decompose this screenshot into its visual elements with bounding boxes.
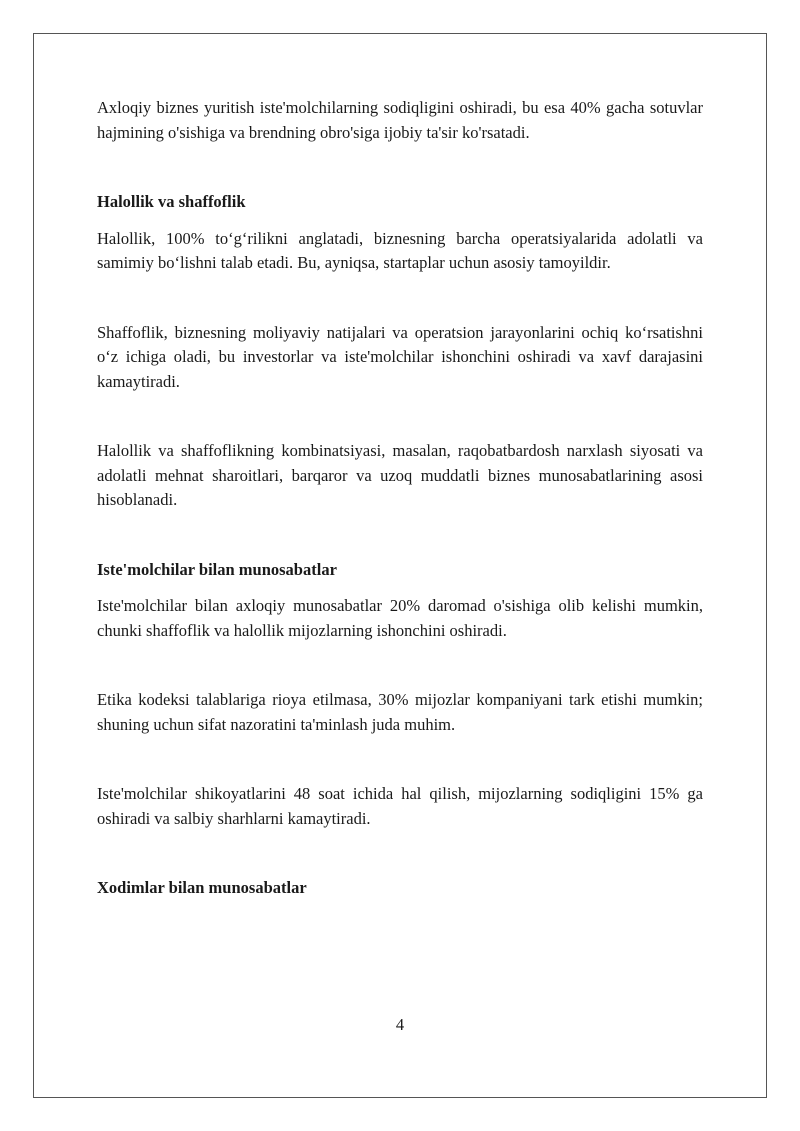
paragraph-combination: Halollik va shaffoflikning kombinatsiyasi, masalan, raqobatbardosh narxlash siyosati va adolatli mehnat sharoitlari, barqaror va uzoq muddatli biznes munosabatlarining asosi hisoblanadi. bbox=[97, 441, 703, 509]
paragraph-consumer-income: Iste'molchilar bilan axloqiy munosabatlar 20% daromad o'sishiga olib kelishi mumkin, chunki shaffoflik va halollik mijozlarning ishonchini oshiradi. bbox=[97, 596, 703, 640]
paragraph-complaints: Iste'molchilar shikoyatlarini 48 soat ichida hal qilish, mijozlarning sodiqligini 15% ga oshiradi va salbiy sharhlarni kamaytiradi. bbox=[97, 784, 703, 828]
intro-paragraph: Axloqiy biznes yuritish iste'molchilarning sodiqligini oshiradi, bu esa 40% gacha sotuvlar hajmining o'sishiga va brendning obro'siga ijobiy ta'sir ko'rsatadi. bbox=[97, 98, 703, 142]
heading-honesty-transparency: Halollik va shaffoflik bbox=[97, 192, 246, 211]
heading-consumer-relations: Iste'molchilar bilan munosabatlar bbox=[97, 559, 337, 579]
paragraph-ethics-code: Etika kodeksi talablariga rioya etilmasa, 30% mijozlar kompaniyani tark etishi mumkin; shuning uchun sifat nazoratini ta'minlash juda muhim. bbox=[97, 690, 703, 734]
paragraph-transparency: Shaffoflik, biznesning moliyaviy natijalari va operatsion jarayonlarini ochiq ko‘rsatishni o‘z ichiga oladi, bu investorlar va iste'molchilar ishonchini oshiradi va xavf darajasini kamaytiradi. bbox=[97, 322, 703, 391]
heading-employee-relations: Xodimlar bilan munosabatlar bbox=[97, 878, 307, 897]
page-number: 4 bbox=[395, 1015, 405, 1034]
paragraph-honesty: Halollik, 100% to‘g‘rilikni anglatadi, biznesning barcha operatsiyalarida adolatli va samimiy bo‘lishni talab etadi. Bu, ayniqsa, startaplar uchun asosiy tamoyildir. bbox=[97, 228, 703, 272]
document-content bbox=[97, 96, 703, 901]
